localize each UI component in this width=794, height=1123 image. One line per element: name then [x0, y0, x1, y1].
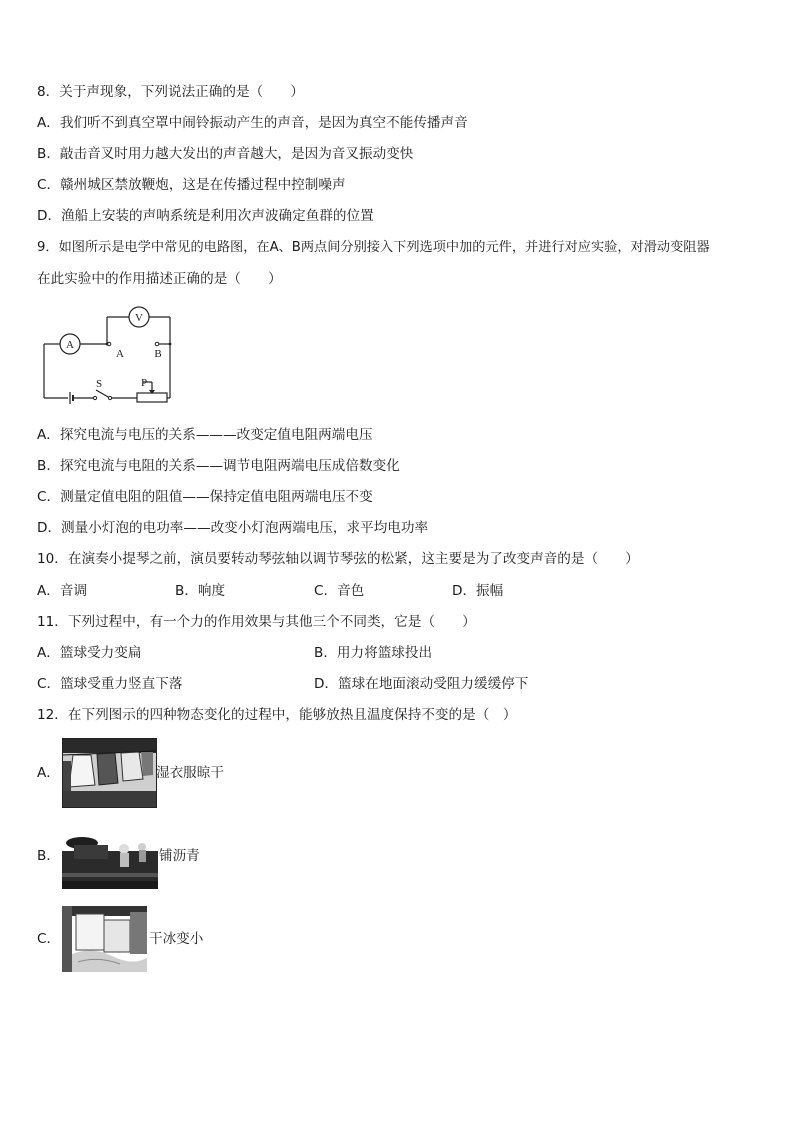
q10-option-c: C．音色	[314, 583, 365, 599]
q8-option-c: C．赣州城区禁放鞭炮，这是在传播过程中控制噪声	[37, 177, 346, 193]
q12-option-b-letter: B．	[37, 848, 60, 864]
q11-option-a: A．篮球受力变扁	[37, 645, 142, 661]
q9-stem-line1: 9．如图所示是电学中常见的电路图，在A、B两点间分别接入下列选项中加的元件，并进行对应实验，对滑动变阻器	[37, 240, 710, 255]
circuit-diagram	[38, 302, 188, 404]
q12-option-a-letter: A．	[37, 765, 60, 781]
q12-option-c-letter: C．	[37, 931, 61, 947]
q11-option-b: B．用力将篮球投出	[314, 645, 433, 661]
q12-option-b-caption: 铺沥青	[159, 848, 200, 864]
q8-option-a: A．我们听不到真空罩中闹铃振动产生的声音，是因为真空不能传播声音	[37, 115, 468, 131]
ammeter-label: A	[66, 339, 74, 351]
q9-stem-line2: 在此实验中的作用描述正确的是（ ）	[37, 271, 282, 287]
q11-stem: 11．下列过程中，有一个力的作用效果与其他三个不同类，它是（ ）	[37, 614, 476, 630]
q11-option-d: D．篮球在地面滚动受阻力缓缓停下	[314, 676, 529, 692]
q8-stem: 8．关于声现象，下列说法正确的是（ ）	[37, 84, 304, 100]
photo-drying-clothes	[62, 738, 157, 808]
rheostat-symbol	[137, 393, 167, 402]
slider-label: P	[140, 377, 148, 389]
q9-option-c: C．测量定值电阻的阻值——保持定值电阻两端电压不变	[37, 489, 373, 505]
switch-label: S	[95, 378, 103, 390]
q10-option-b: B．响度	[175, 583, 226, 599]
photo-dry-ice	[62, 906, 147, 972]
q11-option-c: C．篮球受重力竖直下落	[37, 676, 183, 692]
switch-contact-right	[108, 396, 111, 399]
q12-stem: 12．在下列图示的四种物态变化的过程中，能够放热且温度保持不变的是（ ）	[37, 707, 517, 723]
voltmeter-label: V	[135, 312, 143, 324]
q9-option-d: D．测量小灯泡的电功率——改变小灯泡两端电压，求平均电功率	[37, 520, 429, 536]
q12-option-a-caption: 湿衣服晾干	[156, 765, 224, 781]
terminal-b	[155, 342, 159, 346]
q8-option-d: D．渔船上安装的声呐系统是利用次声波确定鱼群的位置	[37, 208, 374, 224]
photo-paving-asphalt	[62, 835, 158, 889]
q8-option-b: B．敲击音叉时用力越大发出的声音越大，是因为音叉振动变快	[37, 146, 414, 162]
q9-option-a: A．探究电流与电压的关系———改变定值电阻两端电压	[37, 427, 373, 443]
q10-stem: 10．在演奏小提琴之前，演员要转动琴弦轴以调节琴弦的松紧，这主要是为了改变声音的是（ ）	[37, 551, 639, 567]
point-a-label: A	[116, 348, 124, 360]
q10-option-a: A．音调	[37, 583, 88, 599]
q10-option-d: D．振幅	[452, 583, 504, 599]
switch-contact-left	[93, 396, 96, 399]
q9-option-b: B．探究电流与电阻的关系——调节电阻两端电压成倍数变化	[37, 458, 400, 474]
point-b-label: B	[154, 348, 162, 360]
q12-option-c-caption: 干冰变小	[149, 931, 204, 947]
